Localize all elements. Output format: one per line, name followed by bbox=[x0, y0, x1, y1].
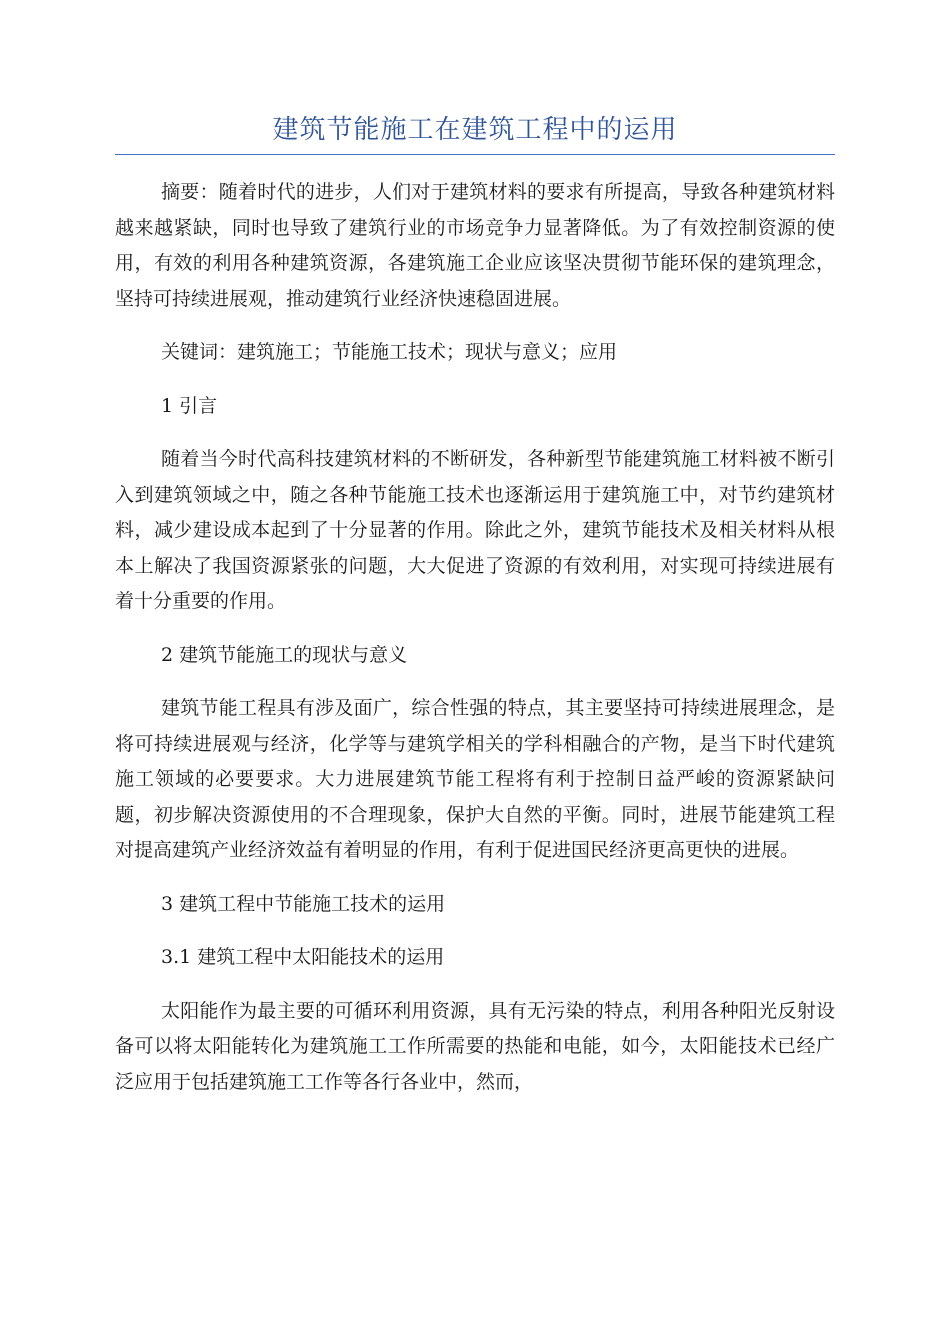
section-1-body: 随着当今时代高科技建筑材料的不断研发，各种新型节能建筑施工材料被不断引入到建筑领域之中，随之各种节能施工技术也逐渐运用于建筑施工中，对节约建筑材料，减少建设成本起到了十分显著的作用。除此之外，建筑节能技术及相关材料从根本上解决了我国资源紧张的问题，大大促进了资源的有效利用，对实现可持续进展有着十分重要的作用。 bbox=[115, 448, 835, 612]
abstract-paragraph: 摘要：随着时代的进步，人们对于建筑材料的要求有所提高，导致各种建筑材料越来越紧缺，同时也导致了建筑行业的市场竞争力显著降低。为了有效控制资源的使用，有效的利用各种建筑资源，各建筑施工企业应该坚决贯彻节能环保的建筑理念，坚持可持续进展观，推动建筑行业经济快速稳固进展。 bbox=[115, 181, 835, 310]
section-3-1-heading: 3.1 建筑工程中太阳能技术的运用 bbox=[161, 946, 445, 968]
section-2-heading: 2 建筑节能施工的现状与意义 bbox=[161, 643, 408, 666]
section-3-heading: 3 建筑工程中节能施工技术的运用 bbox=[161, 892, 446, 915]
document-page bbox=[115, 108, 835, 1100]
document-title: 建筑节能施工在建筑工程中的运用 bbox=[272, 115, 678, 145]
title-underline bbox=[115, 154, 835, 155]
keywords-paragraph: 关键词：建筑施工；节能施工技术；现状与意义；应用 bbox=[161, 341, 618, 363]
section-3-1-body: 太阳能作为最主要的可循环利用资源，具有无污染的特点，利用各种阳光反射设备可以将太阳能转化为建筑施工工作所需要的热能和电能，如今，太阳能技术已经广泛应用于包括建筑施工工作等各行各业中，然而， bbox=[115, 999, 835, 1093]
section-2-body: 建筑节能工程具有涉及面广，综合性强的特点，其主要坚持可持续进展理念，是将可持续进展观与经济，化学等与建筑学相关的学科相融合的产物，是当下时代建筑施工领域的必要要求。大力进展建筑节能工程将有利于控制日益严峻的资源紧缺问题，初步解决资源使用的不合理现象，保护大自然的平衡。同时，进展节能建筑工程对提高建筑产业经济效益有着明显的作用，有利于促进国民经济更高更快的进展。 bbox=[115, 697, 835, 861]
section-1-heading: 1 引言 bbox=[161, 394, 218, 417]
